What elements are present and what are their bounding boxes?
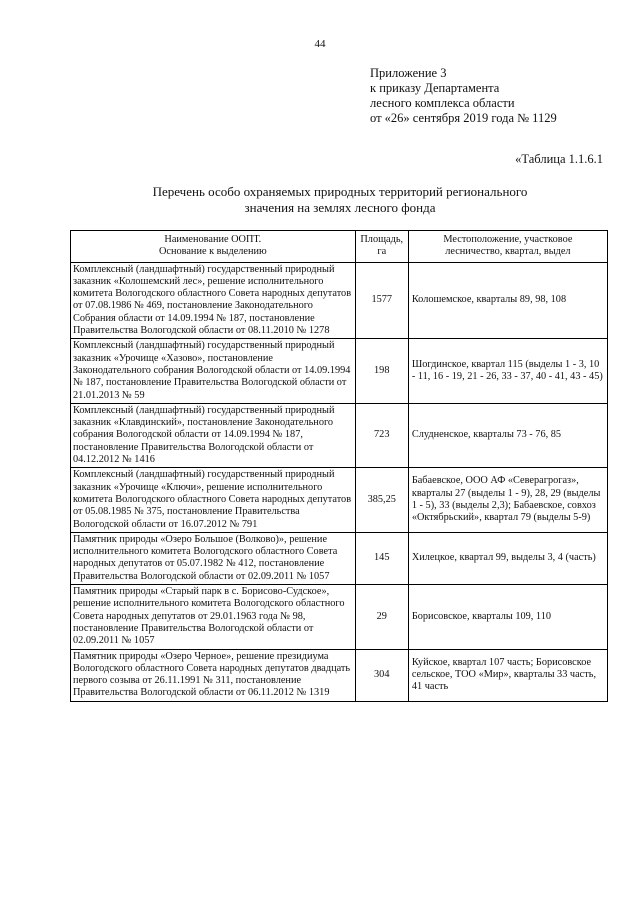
row-location: Колошемское, кварталы 89, 98, 108 xyxy=(408,262,607,339)
row-location: Бабаевское, ООО АФ «Северагрогаз», кварталы 27 (выделы 1 - 9), 28, 29 (выделы 1 - 5), 33 (выделы 2,3); Бабаевское, совхоз «Октябрьский», квартал 79 (выделы 5-9) xyxy=(408,468,607,532)
row-area: 304 xyxy=(355,649,408,701)
appendix-block xyxy=(370,66,557,126)
row-location: Куйское, квартал 107 часть; Борисовское сельское, ТОО «Мир», кварталы 33 часть, 41 часть xyxy=(408,649,607,701)
header-location xyxy=(408,231,607,263)
document-title xyxy=(60,184,620,216)
header-area-line-2: га xyxy=(377,246,387,258)
row-area: 1577 xyxy=(355,262,408,339)
header-location-line-1: Местоположение, участковое xyxy=(443,234,573,245)
appendix-line-4: от «26» сентября 2019 года № 1129 xyxy=(370,111,557,125)
header-area-line-1: Площадь, xyxy=(360,234,404,245)
table-reference: «Таблица 1.1.6.1 xyxy=(515,152,603,166)
row-name: Комплексный (ландшафтный) государственный природный заказник «Колошемский лес», решение исполнительного комитета Вологодского областного Совета народных депутатов от 07.08.1986 № 469, постановление Законодательного Собрания области от 14.09.1994 № 187, постановление Правительства Вологодской области от 08.11.2010 № 1278 xyxy=(71,262,356,339)
row-location: Слудненское, кварталы 73 - 76, 85 xyxy=(408,403,607,467)
table-row xyxy=(71,262,608,339)
header-location-line-2: лесничество, квартал, выдел xyxy=(445,246,571,258)
row-name: Комплексный (ландшафтный) государственный природный заказник «Урочище «Ключи», решение исполнительного комитета Вологодского областного Совета народных депутатов от 05.08.1985 № 375, постановление Правительства Вологодской области от 16.07.2012 № 791 xyxy=(71,468,356,532)
table-row xyxy=(71,403,608,467)
header-area xyxy=(355,231,408,263)
table-row xyxy=(71,532,608,584)
appendix-line-1: Приложение 3 xyxy=(370,66,447,80)
title-line-1: Перечень особо охраняемых природных территорий регионального xyxy=(152,184,528,199)
row-area: 385,25 xyxy=(355,468,408,532)
header-name xyxy=(71,231,356,263)
oopt-table xyxy=(70,230,608,702)
row-name: Памятник природы «Озеро Большое (Волково)», решение исполнительного комитета Вологодского областного Совета народных депутатов от 05.07.1982 № 412, постановление Правительства Вологодской области от 02.09.2011 № 1057 xyxy=(71,532,356,584)
row-name: Памятник природы «Старый парк в с. Борисово-Судское», решение исполнительного комитета Вологодского областного Совета народных депутатов от 29.01.1963 года № 98, постановление Правительства Вологодской области от 02.09.2011 № 1057 xyxy=(71,585,356,649)
table-row xyxy=(71,468,608,532)
appendix-line-3: лесного комплекса области xyxy=(370,96,515,110)
table-row xyxy=(71,585,608,649)
page-number: 44 xyxy=(314,38,326,50)
table-row xyxy=(71,339,608,403)
header-name-line-2: Основание к выделению xyxy=(158,246,267,258)
row-location: Борисовское, кварталы 109, 110 xyxy=(408,585,607,649)
row-name: Комплексный (ландшафтный) государственный природный заказник «Урочище «Хазово», постановление Законодательного собрания Вологодской области от 14.09.1994 № 187, постановление Правительства Вологодской области от 21.01.2013 № 59 xyxy=(71,339,356,403)
row-location: Хилецкое, квартал 99, выделы 3, 4 (часть) xyxy=(408,532,607,584)
row-location: Шогдинское, квартал 115 (выделы 1 - 3, 10 - 11, 16 - 19, 21 - 26, 33 - 37, 40 - 41, 43 - 45) xyxy=(408,339,607,403)
row-area: 198 xyxy=(355,339,408,403)
title-line-2: значения на землях лесного фонда xyxy=(244,200,436,215)
table-row xyxy=(71,649,608,701)
row-area: 723 xyxy=(355,403,408,467)
row-name: Памятник природы «Озеро Черное», решение президиума Вологодского областного Совета народных депутатов двадцать первого созыва от 26.11.1991 № 311, постановление Правительства Вологодской области от 06.11.2012 № 1319 xyxy=(71,649,356,701)
row-area: 145 xyxy=(355,532,408,584)
row-area: 29 xyxy=(355,585,408,649)
row-name: Комплексный (ландшафтный) государственный природный заказник «Клавдинский», постановление Законодательного собрания Вологодской области от 14.09.1994 № 187, постановление Правительства Вологодской области от 04.12.2012 № 1416 xyxy=(71,403,356,467)
table-header-row xyxy=(71,231,608,263)
header-name-line-1: Наименование ООПТ. xyxy=(164,234,262,245)
appendix-line-2: к приказу Департамента xyxy=(370,81,500,95)
